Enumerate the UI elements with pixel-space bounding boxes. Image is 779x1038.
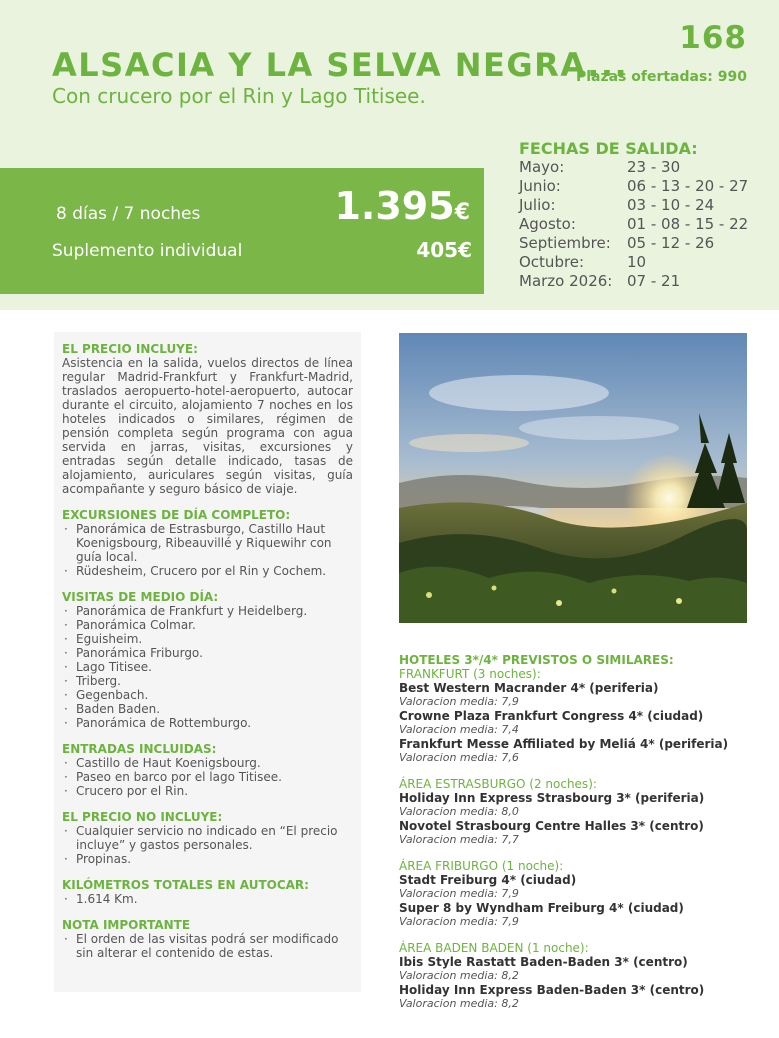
- hotel-area-title: FRANKFURT (3 noches):: [399, 667, 541, 681]
- km-title: KILÓMETROS TOTALES EN AUTOCAR:: [62, 878, 309, 892]
- list-item: · Castillo de Haut Koenigsbourg.: [62, 756, 353, 770]
- date-month: Junio:: [519, 177, 561, 195]
- date-month: Octubre:: [519, 253, 585, 271]
- list-item: · Propinas.: [62, 852, 353, 866]
- hotel-area-title: ÁREA BADEN BADEN (1 noche):: [399, 941, 589, 955]
- list-item: · Gegenbach.: [62, 688, 353, 702]
- supplement-label: Suplemento individual: [52, 241, 243, 261]
- price-bar: [0, 168, 484, 294]
- km-list: [62, 892, 353, 906]
- date-month: Julio:: [519, 196, 556, 214]
- page-number: 168: [679, 20, 747, 56]
- hotel-name: Crowne Plaza Frankfurt Congress 4* (ciudad): [399, 709, 704, 723]
- list-item: · Baden Baden.: [62, 702, 353, 716]
- tickets-title: ENTRADAS INCLUIDAS:: [62, 742, 217, 756]
- date-days: 05 - 12 - 26: [627, 234, 715, 252]
- list-item: · Panorámica Friburgo.: [62, 646, 353, 660]
- conditions-box: [54, 332, 361, 992]
- list-item: · Panorámica de Estrasburgo, Castillo Haut Koenigsbourg, Ribeauvillé y Riquewihr con guía local.: [62, 522, 353, 564]
- hotel-area: [399, 667, 759, 765]
- list-item: · Panorámica de Frankfurt y Heidelberg.: [62, 604, 353, 618]
- price-currency: €: [454, 200, 470, 225]
- supplement-price: 405€: [416, 238, 472, 262]
- not-included-title: EL PRECIO NO INCLUYE:: [62, 810, 223, 824]
- hotel-area: [399, 941, 759, 1011]
- hotel-name: Ibis Style Rastatt Baden-Baden 3* (centro): [399, 955, 688, 969]
- list-item: · Crucero por el Rin.: [62, 784, 353, 798]
- date-row: [519, 177, 769, 196]
- landscape-photo: [399, 333, 747, 623]
- date-row: [519, 215, 769, 234]
- hotel-rating: Valoracion media: 8,2: [399, 997, 519, 1010]
- list-item: · Eguisheim.: [62, 632, 353, 646]
- sunset-forest-image: [399, 333, 747, 623]
- note-section: [62, 918, 353, 960]
- date-days: 10: [627, 253, 647, 271]
- list-item: · Panorámica Colmar.: [62, 618, 353, 632]
- list-item: · Paseo en barco por el lago Titisee.: [62, 770, 353, 784]
- hotel-name: Frankfurt Messe Affiliated by Meliá 4* (periferia): [399, 737, 729, 751]
- hotel-name: Super 8 by Wyndham Freiburg 4* (ciudad): [399, 901, 684, 915]
- date-row: [519, 234, 769, 253]
- hotel-rating: Valoracion media: 8,2: [399, 969, 519, 982]
- hotel-rating: Valoracion media: 7,9: [399, 887, 519, 900]
- date-month: Septiembre:: [519, 234, 611, 252]
- hotel-name: Holiday Inn Express Strasbourg 3* (periferia): [399, 791, 705, 805]
- list-item: · Triberg.: [62, 674, 353, 688]
- date-days: 01 - 08 - 15 - 22: [627, 215, 749, 233]
- excursions-title: EXCURSIONES DE DÍA COMPLETO:: [62, 508, 291, 522]
- date-days: 23 - 30: [627, 158, 681, 176]
- includes-title: EL PRECIO INCLUYE:: [62, 342, 198, 356]
- date-row: [519, 272, 769, 291]
- note-list: [62, 932, 353, 960]
- date-rows: [519, 158, 769, 291]
- excursions-list: [62, 522, 353, 578]
- hotel-areas: [399, 667, 759, 1011]
- date-days: 03 - 10 - 24: [627, 196, 715, 214]
- hotel-rating: Valoracion media: 7,9: [399, 915, 519, 928]
- page-title: ALSACIA Y LA SELVA NEGRA...: [52, 46, 629, 84]
- hotel-area-title: ÁREA FRIBURGO (1 noche):: [399, 859, 564, 873]
- half-day-section: [62, 590, 353, 730]
- includes-section: [62, 342, 353, 496]
- hotel-name: Best Western Macrander 4* (periferia): [399, 681, 659, 695]
- date-days: 06 - 13 - 20 - 27: [627, 177, 749, 195]
- date-month: Marzo 2026:: [519, 272, 613, 290]
- hotel-name: Novotel Strasbourg Centre Halles 3* (centro): [399, 819, 704, 833]
- not-included-section: [62, 810, 353, 866]
- not-included-list: [62, 824, 353, 866]
- km-section: [62, 878, 353, 906]
- list-item: · Lago Titisee.: [62, 660, 353, 674]
- trip-duration: 8 días / 7 noches: [56, 204, 201, 224]
- page-subtitle: Con crucero por el Rin y Lago Titisee.: [52, 84, 426, 108]
- list-item: · 1.614 Km.: [62, 892, 353, 906]
- list-item: · Rüdesheim, Crucero por el Rin y Cochem.: [62, 564, 353, 578]
- date-month: Agosto:: [519, 215, 576, 233]
- hotel-rating: Valoracion media: 8,0: [399, 805, 519, 818]
- hotels-section: [399, 653, 759, 1023]
- list-item: · El orden de las visitas podrá ser modificado sin alterar el contenido de estas.: [62, 932, 353, 960]
- trip-price: [334, 184, 470, 228]
- date-row: [519, 253, 769, 272]
- excursions-section: [62, 508, 353, 578]
- tickets-section: [62, 742, 353, 798]
- includes-text: Asistencia en la salida, vuelos directos de línea regular Madrid-Frankfurt y Frankfurt-Madrid, traslados aeropuerto-hotel-aeropuerto, autocar durante el circuito, alojamiento 7 noches en los hoteles indicados o similares, régimen de pensión completa según programa con agua servida en jarras, visitas, excursiones y entradas según detalle indicado, tasas de alojamiento, auriculares según visitas, guía acompañante y seguro básico de viaje.: [62, 356, 353, 496]
- plazas-offered: Plazas ofertadas: 990: [575, 69, 747, 85]
- hotel-rating: Valoracion media: 7,4: [399, 723, 519, 736]
- date-month: Mayo:: [519, 158, 565, 176]
- hotel-area: [399, 777, 759, 847]
- departure-dates: [519, 139, 769, 291]
- hotel-rating: Valoracion media: 7,9: [399, 695, 519, 708]
- date-days: 07 - 21: [627, 272, 681, 290]
- half-day-list: [62, 604, 353, 730]
- price-amount: 1.395: [334, 184, 455, 228]
- departure-dates-title: FECHAS DE SALIDA:: [519, 139, 698, 158]
- list-item: · Panorámica de Rottemburgo.: [62, 716, 353, 730]
- hotel-name: Stadt Freiburg 4* (ciudad): [399, 873, 577, 887]
- hotel-name: Holiday Inn Express Baden-Baden 3* (centro): [399, 983, 705, 997]
- hotel-rating: Valoracion media: 7,6: [399, 751, 519, 764]
- hotel-rating: Valoracion media: 7,7: [399, 833, 519, 846]
- date-row: [519, 196, 769, 215]
- hotels-title: HOTELES 3*/4* PREVISTOS O SIMILARES:: [399, 653, 674, 667]
- note-title: NOTA IMPORTANTE: [62, 918, 191, 932]
- tickets-list: [62, 756, 353, 798]
- hotel-area-title: ÁREA ESTRASBURGO (2 noches):: [399, 777, 597, 791]
- list-item: · Cualquier servicio no indicado en “El precio incluye” y gastos personales.: [62, 824, 353, 852]
- date-row: [519, 158, 769, 177]
- hotel-area: [399, 859, 759, 929]
- half-day-title: VISITAS DE MEDIO DÍA:: [62, 590, 219, 604]
